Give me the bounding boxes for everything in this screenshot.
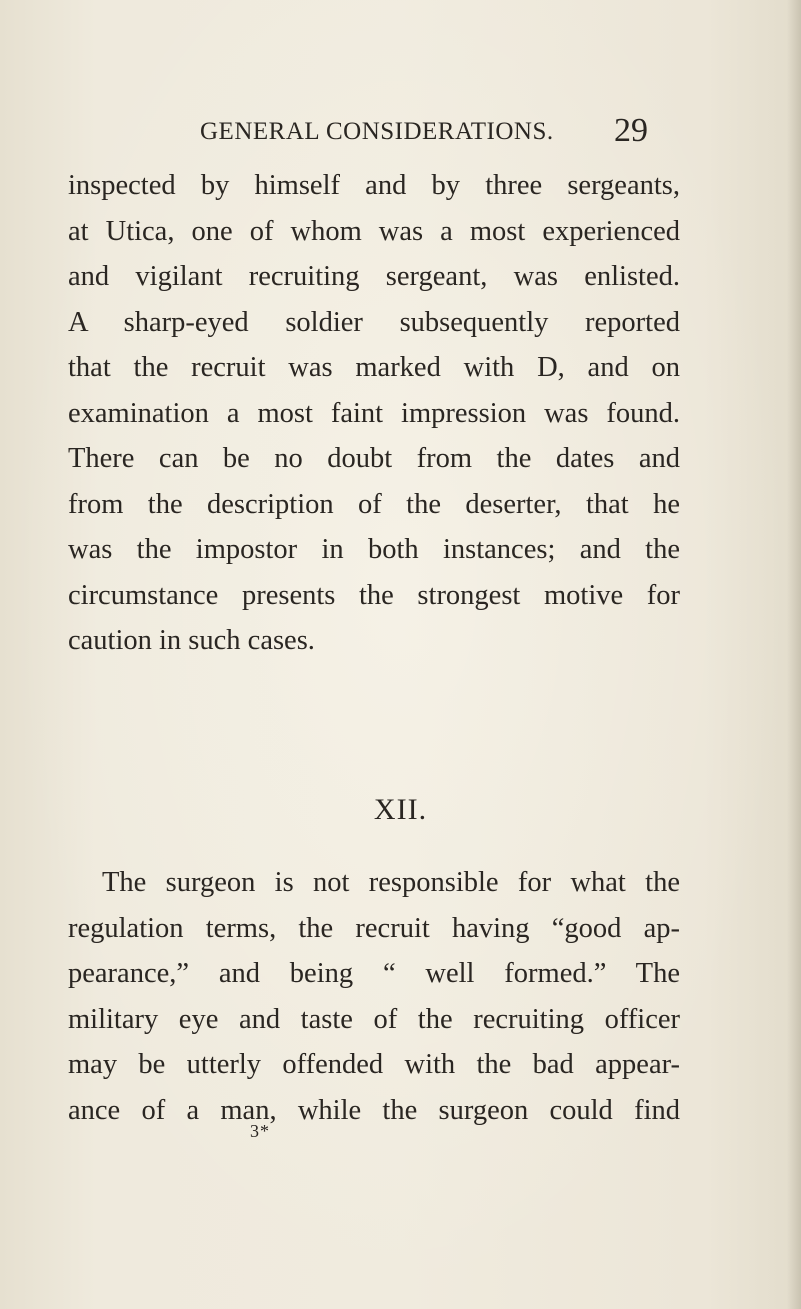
text-line: caution in such cases. — [68, 625, 315, 656]
text-line: pearance,” and being “ well formed.” The — [68, 958, 680, 989]
text-line: was the impostor in both instances; and the — [68, 534, 680, 565]
running-title: GENERAL CONSIDERATIONS. — [200, 118, 554, 145]
text-line: inspected by himself and by three sergeants, — [68, 170, 680, 201]
text-line: ance of a man, while the surgeon could find — [68, 1094, 680, 1126]
text-line: may be utterly offended with the bad appear- — [68, 1049, 680, 1080]
text-line: military eye and taste of the recruiting officer — [68, 1003, 680, 1035]
signature-mark: 3* — [250, 1121, 270, 1141]
page-number: 29 — [614, 112, 648, 149]
text-line: regulation terms, the recruit having “good ap- — [68, 912, 680, 944]
text-line: at Utica, one of whom was a most experienced — [68, 215, 680, 247]
text-line: circumstance presents the strongest motive for — [68, 579, 680, 611]
section-heading: XII. — [373, 793, 428, 826]
text-line: A sharp-eyed soldier subsequently reported — [68, 306, 680, 338]
page-edge-shadow — [787, 0, 801, 1309]
text-line: and vigilant recruiting sergeant, was enlisted. — [68, 261, 680, 292]
text-line: There can be no doubt from the dates and — [68, 443, 680, 474]
text-line: that the recruit was marked with D, and on — [68, 352, 680, 383]
paragraph-section-xii — [68, 860, 680, 1133]
text-line: The surgeon is not responsible for what the — [102, 867, 680, 898]
running-head — [0, 112, 801, 152]
text-line: examination a most faint impression was found. — [68, 397, 680, 429]
text-line: from the description of the deserter, that he — [68, 488, 680, 520]
paragraph-continued — [68, 163, 680, 664]
